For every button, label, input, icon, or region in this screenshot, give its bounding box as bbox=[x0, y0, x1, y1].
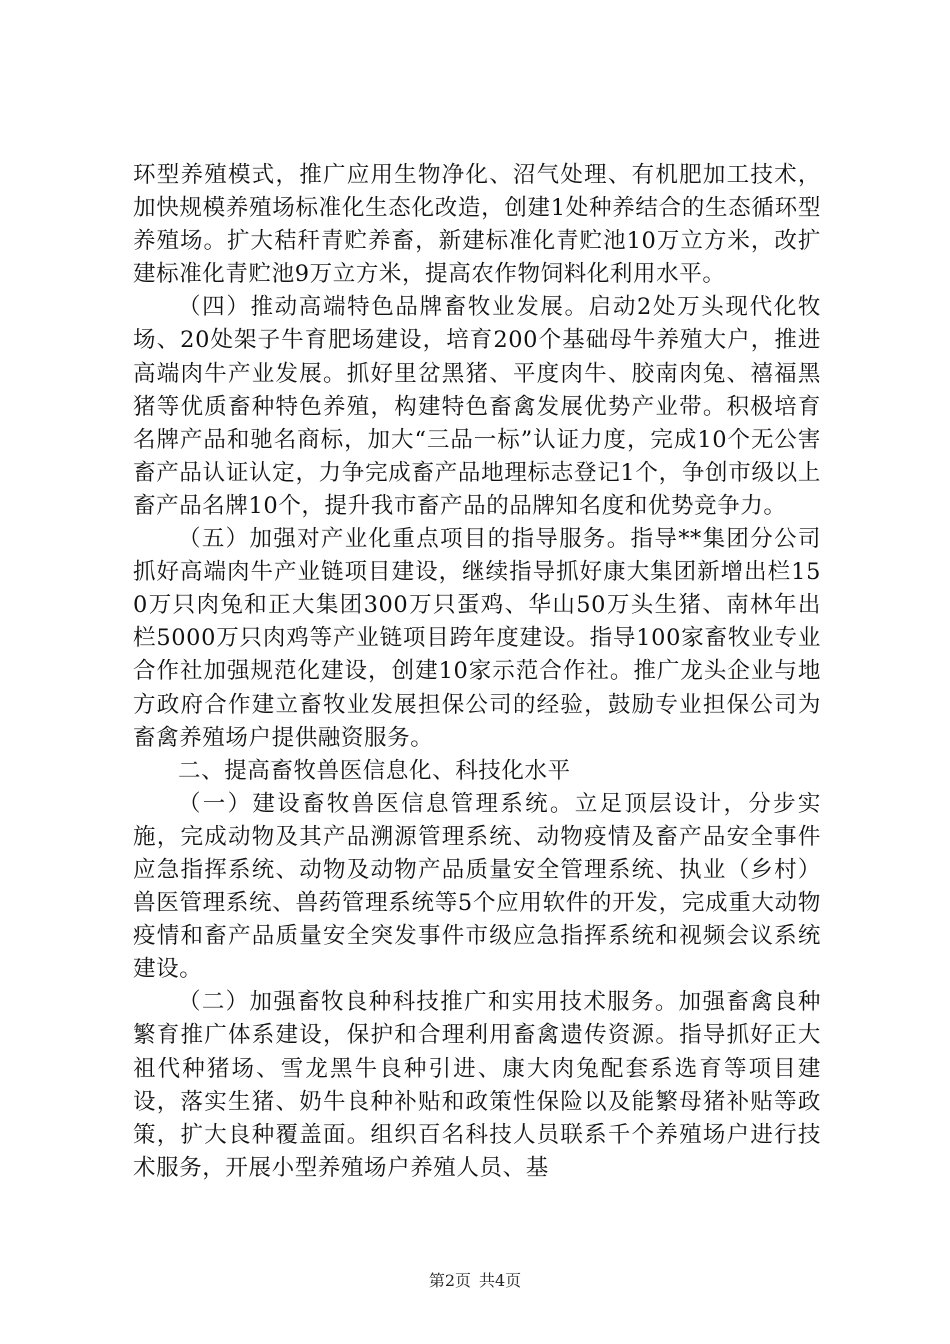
paragraph-section-4: （四）推动高端特色品牌畜牧业发展。启动2处万头现代化牧场、20处架子牛育肥场建设，培育200个基础母牛养殖大户，推进高端肉牛产业发展。抓好里岔黑猪、平度肉牛、胶南肉兔、禧福黑猪等优质畜种特色养殖，构建特色畜禽发展优势产业带。积极培育名牌产品和驰名商标，加大“三品一标”认证力度，完成10个无公害畜产品认证认定，力争完成畜产品地理标志登记1个，争创市级以上畜产品名牌10个，提升我市畜产品的品牌知名度和优势竞争力。 bbox=[133, 294, 821, 519]
document-body bbox=[133, 159, 821, 1185]
paragraph-subsection-1: （一）建设畜牧兽医信息管理系统。立足顶层设计，分步实施，完成动物及其产品溯源管理系统、动物疫情及畜产品安全事件应急指挥系统、动物及动物产品质量安全管理系统、执业（乡村）兽医管理系统、兽药管理系统等5个应用软件的开发，完成重大动物疫情和畜产品质量安全突发事件市级应急指挥系统和视频会议系统建设。 bbox=[133, 790, 821, 983]
paragraph-continuation: 环型养殖模式，推广应用生物净化、沼气处理、有机肥加工技术，加快规模养殖场标准化生态化改造，创建1处种养结合的生态循环型养殖场。扩大秸秆青贮养畜，新建标准化青贮池10万立方米，改扩建标准化青贮池9万立方米，提高农作物饲料化利用水平。 bbox=[133, 162, 821, 288]
page-total: 共4页 bbox=[479, 1271, 522, 1290]
page-footer bbox=[0, 1271, 950, 1291]
paragraph-subsection-2: （二）加强畜牧良种科技推广和实用技术服务。加强畜禽良种繁育推广体系建设，保护和合理利用畜禽遗传资源。指导抓好正大祖代种猪场、雪龙黑牛良种引进、康大肉兔配套系选育等项目建设，落实生猪、奶牛良种补贴和政策性保险以及能繁母猪补贴等政策，扩大良种覆盖面。组织百名科技人员联系千个养殖场户进行技术服务，开展小型养殖场户养殖人员、基 bbox=[133, 989, 821, 1181]
paragraph-section-5: （五）加强对产业化重点项目的指导服务。指导**集团分公司抓好高端肉牛产业链项目建设，继续指导抓好康大集团新增出栏150万只肉兔和正大集团300万只蛋鸡、华山50万头生猪、南林年出栏5000万只肉鸡等产业链项目跨年度建设。指导100家畜牧业专业合作社加强规范化建设，创建10家示范合作社。推广龙头企业与地方政府合作建立畜牧业发展担保公司的经验，鼓励专业担保公司为畜禽养殖场户提供融资服务。 bbox=[133, 526, 821, 751]
page-number: 第2页 bbox=[428, 1271, 471, 1290]
section-heading: 二、提高畜牧兽医信息化、科技化水平 bbox=[178, 757, 571, 784]
